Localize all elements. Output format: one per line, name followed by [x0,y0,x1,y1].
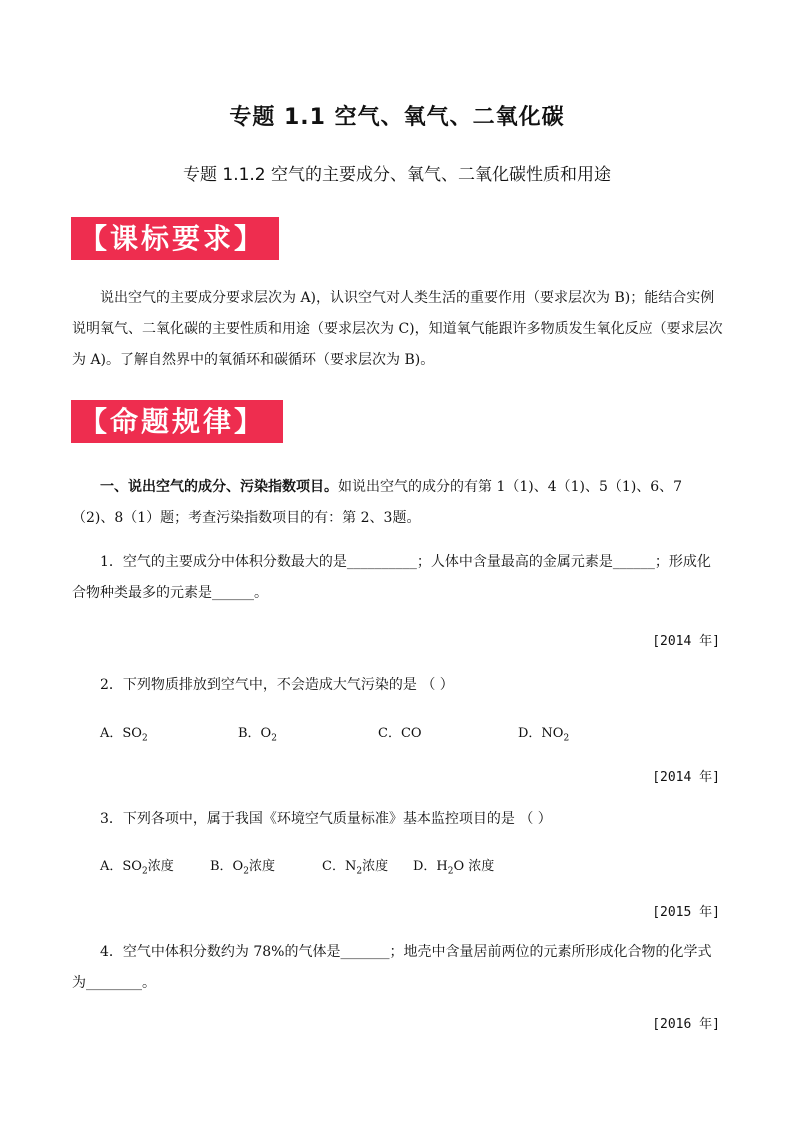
option-d: D．$H_2O$ 浓度 [413,859,495,877]
question-1: 1．空气的主要成分中体积分数最大的是__________；人体中含量最高的金属元素是______；形成化合物种类最多的元素是______。 [72,554,711,601]
page-subtitle: 专题 1.1.2 空气的主要成分、氧气、二氧化碳性质和用途 [182,165,612,185]
option-d: D．$NO_2$ [518,726,570,744]
option-c: C．CO [378,726,422,741]
rule-heading-bold: 一、说出空气的成分、污染指数项目。 [100,479,338,495]
option-c: C．$N_2$浓度 [322,859,389,877]
option-a: A．$SO_2$ [100,726,148,744]
question-2-year: [2014 年] [652,770,720,785]
page-title: 专题 1.1 空气、氧气、二氧化碳 [229,105,565,130]
question-4: 4．空气中体积分数约为 78%的气体是_______；地壳中含量居前两位的元素所形成化合物的化学式为________。 [72,944,712,991]
rule-paragraph [72,472,724,534]
curriculum-banner: 【课标要求】 [71,217,279,260]
question-3-year: [2015 年] [652,905,720,920]
option-a: A．$SO_2$浓度 [100,859,174,877]
rule-heading-text: 如说出空气的成分的有第 1（1)、4（1)、5（1)、6、7（2)、8（1）题；考查污染指数项目的有：第 2、3题。 [72,479,683,526]
option-b: B．$O_2$浓度 [210,859,275,877]
pattern-banner: 【命题规律】 [71,400,283,443]
question-3: 3．下列各项中，属于我国《环境空气质量标准》基本监控项目的是 （ ） [100,811,552,827]
curriculum-paragraph: 说出空气的主要成分要求层次为 A)，认识空气对人类生活的重要作用（要求层次为 B)；能结合实例说明氧气、二氧化碳的主要性质和用途（要求层次为 C)，知道氧气能跟许多物质发生氧化反应（要求层次为 A)。了解自然界中的氧循环和碳循环（要求层次为 B)。 [72,290,723,368]
option-b: B．$O_2$ [238,726,277,744]
question-1-year: [2014 年] [652,634,720,649]
question-4-year: [2016 年] [652,1017,720,1032]
question-2: 2．下列物质排放到空气中，不会造成大气污染的是 （ ） [100,677,454,693]
